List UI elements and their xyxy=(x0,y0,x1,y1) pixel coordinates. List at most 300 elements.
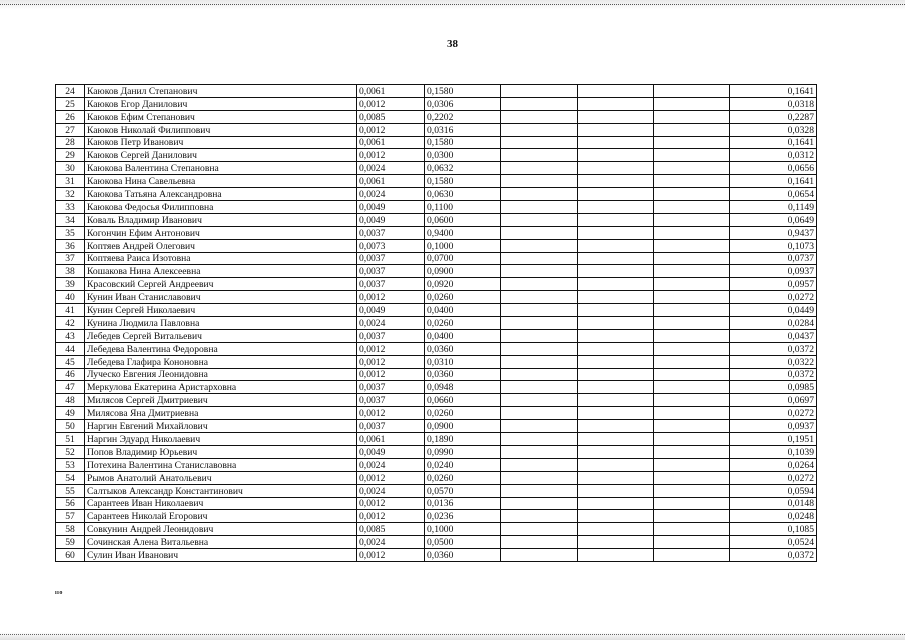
empty-cell xyxy=(501,420,578,433)
row-number: 45 xyxy=(56,355,85,368)
share-value-1: 0,0037 xyxy=(357,252,425,265)
row-number: 25 xyxy=(56,97,85,110)
share-value-1: 0,0049 xyxy=(357,445,425,458)
share-value-1: 0,0061 xyxy=(357,433,425,446)
owner-name: Меркулова Екатерина Аристарховна xyxy=(85,381,357,394)
share-total: 0,0654 xyxy=(730,188,817,201)
empty-cell xyxy=(501,213,578,226)
share-value-2: 0,1000 xyxy=(425,523,501,536)
share-value-2: 0,1100 xyxy=(425,201,501,214)
share-total: 0,1039 xyxy=(730,445,817,458)
owner-name: Совкунин Андрей Леонидович xyxy=(85,523,357,536)
empty-cell xyxy=(578,433,654,446)
empty-cell xyxy=(578,97,654,110)
empty-cell xyxy=(501,497,578,510)
empty-cell xyxy=(501,188,578,201)
empty-cell xyxy=(501,536,578,549)
owner-name: Лебедева Глафира Кононовна xyxy=(85,355,357,368)
share-value-2: 0,0990 xyxy=(425,445,501,458)
row-number: 53 xyxy=(56,458,85,471)
empty-cell xyxy=(501,394,578,407)
share-value-1: 0,0037 xyxy=(357,278,425,291)
table-row xyxy=(56,497,817,510)
share-total: 0,0328 xyxy=(730,123,817,136)
share-value-2: 0,2202 xyxy=(425,110,501,123)
empty-cell xyxy=(578,497,654,510)
share-total: 0,0957 xyxy=(730,278,817,291)
empty-cell xyxy=(578,85,654,98)
table-row xyxy=(56,549,817,562)
share-value-1: 0,0012 xyxy=(357,291,425,304)
share-value-1: 0,0012 xyxy=(357,97,425,110)
share-total: 0,0656 xyxy=(730,162,817,175)
share-value-1: 0,0085 xyxy=(357,110,425,123)
footer-mark: ııo xyxy=(55,590,63,596)
empty-cell xyxy=(501,175,578,188)
empty-cell xyxy=(578,239,654,252)
row-number: 47 xyxy=(56,381,85,394)
empty-cell xyxy=(654,407,730,420)
owner-name: Каюков Ефим Степанович xyxy=(85,110,357,123)
empty-cell xyxy=(501,265,578,278)
empty-cell xyxy=(578,445,654,458)
row-number: 56 xyxy=(56,497,85,510)
row-number: 52 xyxy=(56,445,85,458)
share-total: 0,0272 xyxy=(730,471,817,484)
owner-name: Сарантеев Николай Егорович xyxy=(85,510,357,523)
share-value-2: 0,0570 xyxy=(425,484,501,497)
share-value-2: 0,1580 xyxy=(425,175,501,188)
empty-cell xyxy=(501,252,578,265)
share-value-1: 0,0012 xyxy=(357,149,425,162)
share-value-1: 0,0061 xyxy=(357,136,425,149)
empty-cell xyxy=(578,252,654,265)
empty-cell xyxy=(501,149,578,162)
share-value-1: 0,0037 xyxy=(357,265,425,278)
row-number: 46 xyxy=(56,368,85,381)
row-number: 59 xyxy=(56,536,85,549)
row-number: 58 xyxy=(56,523,85,536)
share-total: 0,1951 xyxy=(730,433,817,446)
share-total: 0,0372 xyxy=(730,549,817,562)
row-number: 51 xyxy=(56,433,85,446)
table-row xyxy=(56,149,817,162)
row-number: 30 xyxy=(56,162,85,175)
share-value-2: 0,0236 xyxy=(425,510,501,523)
share-value-1: 0,0012 xyxy=(357,471,425,484)
empty-cell xyxy=(578,149,654,162)
table-row xyxy=(56,523,817,536)
empty-cell xyxy=(654,355,730,368)
share-value-2: 0,0300 xyxy=(425,149,501,162)
empty-cell xyxy=(501,85,578,98)
empty-cell xyxy=(578,304,654,317)
share-total: 0,0372 xyxy=(730,342,817,355)
empty-cell xyxy=(501,123,578,136)
empty-cell xyxy=(578,407,654,420)
empty-cell xyxy=(501,510,578,523)
empty-cell xyxy=(654,239,730,252)
empty-cell xyxy=(654,188,730,201)
share-total: 0,0272 xyxy=(730,291,817,304)
empty-cell xyxy=(501,239,578,252)
share-value-2: 0,0700 xyxy=(425,252,501,265)
scan-edge-top xyxy=(0,0,905,10)
row-number: 24 xyxy=(56,85,85,98)
owner-name: Лебедева Валентина Федоровна xyxy=(85,342,357,355)
share-value-2: 0,0316 xyxy=(425,123,501,136)
owner-name: Лебедев Сергей Витальевич xyxy=(85,329,357,342)
empty-cell xyxy=(578,394,654,407)
empty-cell xyxy=(654,368,730,381)
owner-name: Каюков Егор Данилович xyxy=(85,97,357,110)
share-value-1: 0,0037 xyxy=(357,226,425,239)
empty-cell xyxy=(654,458,730,471)
share-value-2: 0,0400 xyxy=(425,304,501,317)
table-row xyxy=(56,226,817,239)
share-value-1: 0,0012 xyxy=(357,368,425,381)
empty-cell xyxy=(654,110,730,123)
empty-cell xyxy=(501,445,578,458)
row-number: 36 xyxy=(56,239,85,252)
owner-name: Красовский Сергей Андреевич xyxy=(85,278,357,291)
empty-cell xyxy=(654,175,730,188)
empty-cell xyxy=(578,188,654,201)
empty-cell xyxy=(578,458,654,471)
empty-cell xyxy=(654,536,730,549)
share-total: 0,1641 xyxy=(730,85,817,98)
empty-cell xyxy=(654,252,730,265)
empty-cell xyxy=(654,149,730,162)
share-total: 0,0594 xyxy=(730,484,817,497)
empty-cell xyxy=(501,329,578,342)
share-total: 0,0322 xyxy=(730,355,817,368)
owner-name: Кунин Сергей Николаевич xyxy=(85,304,357,317)
empty-cell xyxy=(501,549,578,562)
share-total: 0,0697 xyxy=(730,394,817,407)
empty-cell xyxy=(501,278,578,291)
empty-cell xyxy=(501,433,578,446)
table-row xyxy=(56,407,817,420)
share-total: 0,0524 xyxy=(730,536,817,549)
row-number: 48 xyxy=(56,394,85,407)
share-value-2: 0,0136 xyxy=(425,497,501,510)
share-total: 0,0318 xyxy=(730,97,817,110)
row-number: 41 xyxy=(56,304,85,317)
row-number: 32 xyxy=(56,188,85,201)
table-row xyxy=(56,433,817,446)
share-value-1: 0,0024 xyxy=(357,484,425,497)
share-value-1: 0,0012 xyxy=(357,407,425,420)
share-value-1: 0,0012 xyxy=(357,497,425,510)
empty-cell xyxy=(501,110,578,123)
empty-cell xyxy=(578,329,654,342)
table-row xyxy=(56,510,817,523)
share-value-2: 0,1580 xyxy=(425,85,501,98)
empty-cell xyxy=(578,213,654,226)
empty-cell xyxy=(654,549,730,562)
owner-name: Наргин Евгений Михайлович xyxy=(85,420,357,433)
share-value-2: 0,0240 xyxy=(425,458,501,471)
table-row xyxy=(56,329,817,342)
share-value-1: 0,0049 xyxy=(357,304,425,317)
empty-cell xyxy=(578,278,654,291)
row-number: 44 xyxy=(56,342,85,355)
share-value-1: 0,0024 xyxy=(357,458,425,471)
page-number: 38 xyxy=(447,38,458,50)
share-value-1: 0,0061 xyxy=(357,85,425,98)
owner-name: Салтыков Александр Константинович xyxy=(85,484,357,497)
row-number: 31 xyxy=(56,175,85,188)
share-value-1: 0,0024 xyxy=(357,162,425,175)
share-total: 0,0264 xyxy=(730,458,817,471)
row-number: 33 xyxy=(56,201,85,214)
table-row xyxy=(56,123,817,136)
share-value-1: 0,0037 xyxy=(357,394,425,407)
share-total: 0,1085 xyxy=(730,523,817,536)
empty-cell xyxy=(654,162,730,175)
share-value-2: 0,0600 xyxy=(425,213,501,226)
empty-cell xyxy=(578,381,654,394)
empty-cell xyxy=(578,317,654,330)
row-number: 40 xyxy=(56,291,85,304)
share-value-2: 0,0632 xyxy=(425,162,501,175)
owner-name: Каюкова Татьяна Александровна xyxy=(85,188,357,201)
share-value-1: 0,0012 xyxy=(357,355,425,368)
empty-cell xyxy=(654,433,730,446)
share-value-2: 0,0920 xyxy=(425,278,501,291)
empty-cell xyxy=(578,368,654,381)
share-value-2: 0,0360 xyxy=(425,368,501,381)
owner-name: Сочинская Алена Витальевна xyxy=(85,536,357,549)
row-number: 38 xyxy=(56,265,85,278)
share-total: 0,0937 xyxy=(730,265,817,278)
empty-cell xyxy=(578,536,654,549)
empty-cell xyxy=(654,213,730,226)
table-row xyxy=(56,484,817,497)
share-value-2: 0,1580 xyxy=(425,136,501,149)
share-total: 0,1073 xyxy=(730,239,817,252)
owner-name: Сулин Иван Иванович xyxy=(85,549,357,562)
share-value-2: 0,0900 xyxy=(425,420,501,433)
row-number: 39 xyxy=(56,278,85,291)
empty-cell xyxy=(654,329,730,342)
row-number: 54 xyxy=(56,471,85,484)
empty-cell xyxy=(654,394,730,407)
owner-name: Каюков Сергей Данилович xyxy=(85,149,357,162)
owner-name: Сарантеев Иван Николаевич xyxy=(85,497,357,510)
owner-name: Коптяева Раиса Изотовна xyxy=(85,252,357,265)
share-value-2: 0,0306 xyxy=(425,97,501,110)
owner-name: Попов Владимир Юрьевич xyxy=(85,445,357,458)
empty-cell xyxy=(501,458,578,471)
table-row xyxy=(56,458,817,471)
row-number: 43 xyxy=(56,329,85,342)
empty-cell xyxy=(578,175,654,188)
row-number: 49 xyxy=(56,407,85,420)
table-row xyxy=(56,239,817,252)
share-value-1: 0,0049 xyxy=(357,201,425,214)
share-value-2: 0,0660 xyxy=(425,394,501,407)
empty-cell xyxy=(654,85,730,98)
empty-cell xyxy=(654,97,730,110)
share-value-1: 0,0085 xyxy=(357,523,425,536)
row-number: 60 xyxy=(56,549,85,562)
table-row xyxy=(56,85,817,98)
empty-cell xyxy=(654,342,730,355)
share-value-1: 0,0024 xyxy=(357,317,425,330)
table-row xyxy=(56,471,817,484)
empty-cell xyxy=(501,162,578,175)
row-number: 28 xyxy=(56,136,85,149)
table-row xyxy=(56,304,817,317)
share-value-1: 0,0073 xyxy=(357,239,425,252)
empty-cell xyxy=(654,523,730,536)
empty-cell xyxy=(654,484,730,497)
row-number: 26 xyxy=(56,110,85,123)
share-total: 0,0449 xyxy=(730,304,817,317)
table-row xyxy=(56,420,817,433)
table-row xyxy=(56,110,817,123)
share-total: 0,2287 xyxy=(730,110,817,123)
table-row xyxy=(56,97,817,110)
owner-name: Каюков Данил Степанович xyxy=(85,85,357,98)
share-value-2: 0,0630 xyxy=(425,188,501,201)
empty-cell xyxy=(501,201,578,214)
table-row xyxy=(56,252,817,265)
empty-cell xyxy=(501,136,578,149)
empty-cell xyxy=(654,278,730,291)
share-value-2: 0,0900 xyxy=(425,265,501,278)
share-value-2: 0,0260 xyxy=(425,407,501,420)
empty-cell xyxy=(578,110,654,123)
table-row xyxy=(56,355,817,368)
share-total: 0,0284 xyxy=(730,317,817,330)
empty-cell xyxy=(654,317,730,330)
share-value-1: 0,0024 xyxy=(357,536,425,549)
owner-name: Кунина Людмила Павловна xyxy=(85,317,357,330)
share-value-1: 0,0012 xyxy=(357,123,425,136)
empty-cell xyxy=(578,136,654,149)
share-table xyxy=(55,84,817,562)
share-value-2: 0,9400 xyxy=(425,226,501,239)
empty-cell xyxy=(578,226,654,239)
empty-cell xyxy=(501,355,578,368)
share-value-2: 0,1000 xyxy=(425,239,501,252)
owner-name: Наргин Эдуард Николаевич xyxy=(85,433,357,446)
empty-cell xyxy=(654,123,730,136)
share-value-1: 0,0012 xyxy=(357,510,425,523)
empty-cell xyxy=(501,304,578,317)
share-total: 0,0372 xyxy=(730,368,817,381)
table-row xyxy=(56,278,817,291)
share-value-1: 0,0037 xyxy=(357,420,425,433)
empty-cell xyxy=(578,484,654,497)
empty-cell xyxy=(501,471,578,484)
table-row xyxy=(56,162,817,175)
share-total: 0,0272 xyxy=(730,407,817,420)
owner-name: Каюкова Нина Савельевна xyxy=(85,175,357,188)
table-row xyxy=(56,213,817,226)
share-total: 0,0437 xyxy=(730,329,817,342)
share-value-1: 0,0012 xyxy=(357,549,425,562)
share-total: 0,9437 xyxy=(730,226,817,239)
empty-cell xyxy=(501,381,578,394)
share-total: 0,0737 xyxy=(730,252,817,265)
owner-name: Потехина Валентина Станиславовна xyxy=(85,458,357,471)
share-value-2: 0,0948 xyxy=(425,381,501,394)
row-number: 27 xyxy=(56,123,85,136)
owner-name: Луческо Евгения Леонидовна xyxy=(85,368,357,381)
empty-cell xyxy=(654,381,730,394)
empty-cell xyxy=(654,201,730,214)
share-value-2: 0,0360 xyxy=(425,342,501,355)
empty-cell xyxy=(654,471,730,484)
owner-name: Каюкова Федосья Филипповна xyxy=(85,201,357,214)
table-row xyxy=(56,445,817,458)
share-total: 0,0937 xyxy=(730,420,817,433)
share-value-2: 0,0260 xyxy=(425,317,501,330)
table-row xyxy=(56,368,817,381)
owner-name: Рымов Анатолий Анатольевич xyxy=(85,471,357,484)
share-total: 0,0985 xyxy=(730,381,817,394)
empty-cell xyxy=(578,123,654,136)
table-row xyxy=(56,188,817,201)
share-value-1: 0,0049 xyxy=(357,213,425,226)
empty-cell xyxy=(578,291,654,304)
empty-cell xyxy=(501,368,578,381)
empty-cell xyxy=(578,201,654,214)
empty-cell xyxy=(654,226,730,239)
share-value-1: 0,0061 xyxy=(357,175,425,188)
owner-name: Милясова Яна Дмитриевна xyxy=(85,407,357,420)
row-number: 37 xyxy=(56,252,85,265)
empty-cell xyxy=(501,342,578,355)
share-total: 0,1149 xyxy=(730,201,817,214)
owner-name: Коптяев Андрей Олегович xyxy=(85,239,357,252)
share-total: 0,0312 xyxy=(730,149,817,162)
share-value-2: 0,0360 xyxy=(425,549,501,562)
row-number: 34 xyxy=(56,213,85,226)
empty-cell xyxy=(501,484,578,497)
share-value-2: 0,1890 xyxy=(425,433,501,446)
share-total: 0,0248 xyxy=(730,510,817,523)
empty-cell xyxy=(578,342,654,355)
table-row xyxy=(56,394,817,407)
empty-cell xyxy=(578,420,654,433)
share-value-2: 0,0500 xyxy=(425,536,501,549)
empty-cell xyxy=(578,523,654,536)
row-number: 50 xyxy=(56,420,85,433)
empty-cell xyxy=(578,265,654,278)
table-row xyxy=(56,381,817,394)
empty-cell xyxy=(654,445,730,458)
empty-cell xyxy=(501,523,578,536)
table-row xyxy=(56,536,817,549)
share-total: 0,0649 xyxy=(730,213,817,226)
empty-cell xyxy=(654,497,730,510)
table-row xyxy=(56,265,817,278)
empty-cell xyxy=(654,136,730,149)
owner-name: Коваль Владимир Иванович xyxy=(85,213,357,226)
owner-name: Кунин Иван Станиславович xyxy=(85,291,357,304)
share-value-2: 0,0310 xyxy=(425,355,501,368)
table-row xyxy=(56,136,817,149)
share-total: 0,1641 xyxy=(730,175,817,188)
table-row xyxy=(56,201,817,214)
table-row xyxy=(56,317,817,330)
row-number: 42 xyxy=(56,317,85,330)
